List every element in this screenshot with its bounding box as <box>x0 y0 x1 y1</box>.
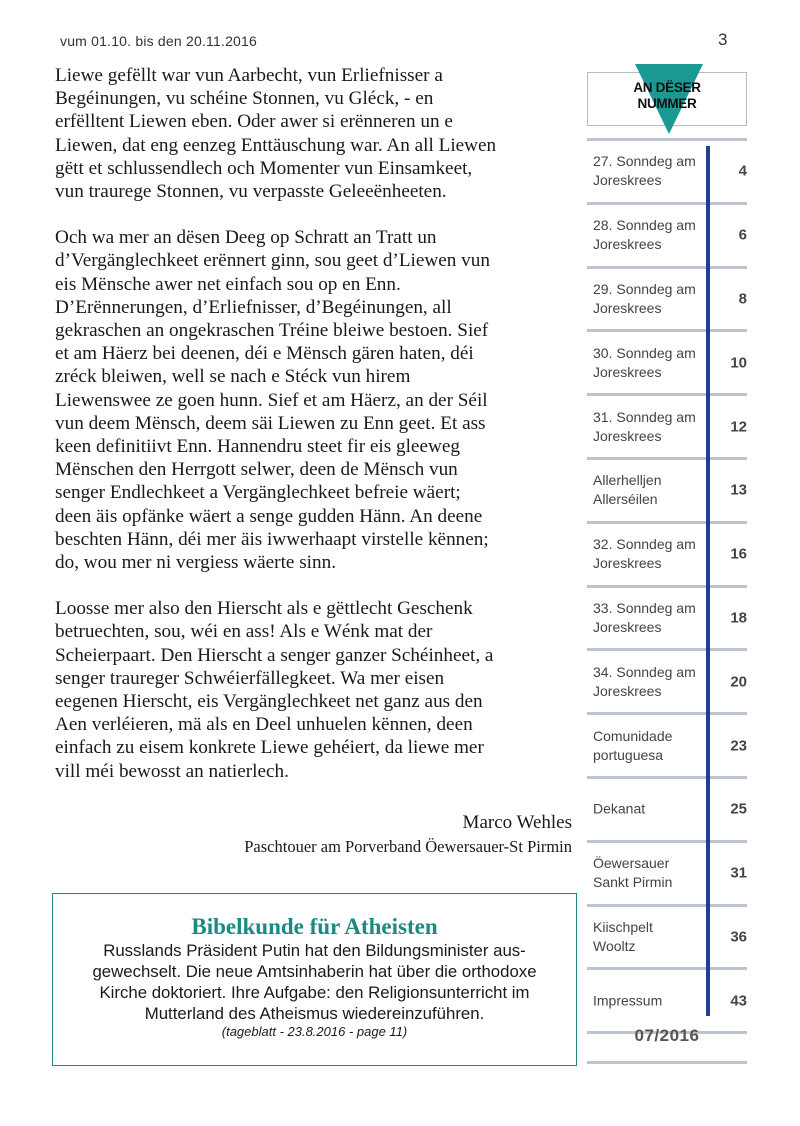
toc-item-label-line: 27. Sonndeg am <box>593 153 696 170</box>
article-line: vill méi bewosst an natierlech. <box>55 760 289 782</box>
article-line: Begéinungen, vu schéine Stonnen, vu Gléck, - en <box>55 88 434 110</box>
article-line: d’Vergänglechkeet erënnert ginn, sou geet d’Liewen vun <box>55 250 490 272</box>
toc-item-label-line: 34. Sonndeg am <box>593 663 696 680</box>
issue-divider <box>587 1061 747 1064</box>
toc-header <box>587 72 747 126</box>
toc-item[interactable] <box>587 269 747 333</box>
author-role: Paschtouer am Porverband Öewersauer-St Pirmin <box>244 837 572 856</box>
toc-item[interactable] <box>587 907 747 971</box>
infobox-line: Kirche doktoriert. Ihre Aufgabe: den Religionsunterricht im <box>99 983 530 1002</box>
toc-item-label <box>593 408 705 446</box>
toc-item-label <box>593 471 705 509</box>
toc-item[interactable] <box>587 970 747 1034</box>
page-number: 3 <box>718 30 728 49</box>
issue-number: 07/2016 <box>634 1026 700 1045</box>
toc-vertical-bar <box>706 146 710 1016</box>
toc-item-label-line: Joreskrees <box>593 363 662 380</box>
header-date-range: vum 01.10. bis den 20.11.2016 <box>60 33 258 49</box>
signature <box>244 811 572 859</box>
toc-item-label-line: Joreskrees <box>593 555 662 572</box>
toc-item-label <box>593 918 705 956</box>
infobox-source: (tageblatt - 23.8.2016 - page 11) <box>221 1024 408 1039</box>
article-line: Liewenswee ze goen hunn. Sief et am Häerz, an der Séil <box>55 389 488 411</box>
toc-item-page: 36 <box>730 928 747 946</box>
infobox-line: Mutterland des Atheismus wiedereinzuführen. <box>144 1004 485 1023</box>
article-line: et am Häerz bei deenen, déi e Mënsch gären haten, déi <box>55 343 474 365</box>
toc-header-line: AN DËSER <box>633 80 701 95</box>
article-line: Mënschen den Herrgott selwer, deen de Mënsch vun <box>55 459 458 481</box>
toc-item-page: 25 <box>730 800 747 818</box>
article-line: vun traurege Stonnen, vu verpasste Geleeënheeten. <box>55 181 447 203</box>
toc-item-page: 4 <box>738 162 747 180</box>
article-line: vun deem Mënsch, deem säi Liewen zu Enn geet. Et ass <box>55 412 486 434</box>
toc-item-label-line: Joreskrees <box>593 682 662 699</box>
toc-item-page: 23 <box>730 737 747 755</box>
toc-item[interactable] <box>587 843 747 907</box>
article-line: beschten Hänn, déi mer äis iwwerhaapt virstelle kënnen; <box>55 528 489 550</box>
toc-list <box>587 141 747 1034</box>
toc-item-label <box>593 663 705 701</box>
article-line: senger Endlechkeet a Vergänglechkeet befreie wäert; <box>55 482 461 504</box>
toc-item-label <box>593 800 705 819</box>
article-line: erfëlltent Liewen eben. Oder awer si erënneren un e <box>55 111 453 133</box>
toc-item-label-line: 29. Sonndeg am <box>593 280 696 297</box>
toc-item[interactable] <box>587 715 747 779</box>
toc-item-page: 31 <box>730 864 747 882</box>
toc-item[interactable] <box>587 524 747 588</box>
article-line: betruechten, sou, wéi en ass! Als e Wénk mat der <box>55 621 433 643</box>
toc-item-page: 20 <box>730 673 747 691</box>
toc-item-label-line: Impressum <box>593 992 663 1009</box>
toc-item-label <box>593 280 705 318</box>
toc-item-label <box>593 344 705 382</box>
toc-item[interactable] <box>587 460 747 524</box>
article-line: senger traureger Schwéierfällegkeet. Wa mer eisen <box>55 667 445 689</box>
toc-item-label <box>593 854 705 892</box>
toc-item[interactable] <box>587 332 747 396</box>
toc-item[interactable] <box>587 396 747 460</box>
toc-item-label-line: 33. Sonndeg am <box>593 599 696 616</box>
article-line: zréck bleiwen, well se nach e Stéck vun hirem <box>55 366 411 388</box>
toc-item[interactable] <box>587 651 747 715</box>
toc-item-label-line: Kiischpelt <box>593 918 653 935</box>
toc-item-label-line: Allerséilen <box>593 491 658 508</box>
toc-item-page: 43 <box>730 992 747 1010</box>
toc-header-line: NUMMER <box>637 96 697 111</box>
toc-item-label-line: Sankt Pirmin <box>593 874 673 891</box>
toc-item-label-line: Joreskrees <box>593 299 662 316</box>
article-line: Liewen, dat eng eenzeg Enttäuschung war. An all Liewen <box>55 134 497 156</box>
infobox-line: Russlands Präsident Putin hat den Bildungsminister aus- <box>103 941 526 960</box>
toc-item-label <box>593 599 705 637</box>
toc-item-label-line: Allerhelljen <box>593 472 662 489</box>
toc-item-label <box>593 216 705 254</box>
toc-item-label-line: portuguesa <box>593 746 664 763</box>
toc-item-label-line: Joreskrees <box>593 427 662 444</box>
article-line: Aen verléieren, mä als en Deel unhuelen kënnen, deen <box>55 714 473 736</box>
toc-item-page: 16 <box>730 545 747 563</box>
toc-item-label-line: Dekanat <box>593 800 646 817</box>
article-paragraph <box>55 64 575 203</box>
toc-item[interactable] <box>587 588 747 652</box>
toc-item-page: 18 <box>730 609 747 627</box>
toc-item-label-line: 31. Sonndeg am <box>593 408 696 425</box>
toc-item-label-line: 30. Sonndeg am <box>593 344 696 361</box>
article-line: eegenen Hierscht, eis Vergänglechkeet net ganz aus den <box>55 691 483 713</box>
toc-item[interactable] <box>587 779 747 843</box>
toc-item-label-line: 28. Sonndeg am <box>593 217 696 234</box>
toc-item-label <box>593 535 705 573</box>
article-line: D’Erënnerungen, d’Erliefnisser, d’Begéinungen, all <box>55 296 452 318</box>
toc-item[interactable] <box>587 141 747 205</box>
article-line: keen definitiivt Enn. Hannendru steet fir eis gleeweg <box>55 436 460 458</box>
toc-item-page: 8 <box>738 290 747 308</box>
toc-item[interactable] <box>587 205 747 269</box>
article-line: gekraschen an ongekraschen Tréine bleiwe bestoen. Sief <box>55 320 489 342</box>
article-line: do, wou mer ni vergiess wäerte sinn. <box>55 552 337 574</box>
article-line: einfach zu eisem konkrete Liewe gehéiert, da liewe mer <box>55 737 484 759</box>
toc-item-label-line: 32. Sonndeg am <box>593 536 696 553</box>
toc-item-label-line: Wooltz <box>593 937 636 954</box>
toc-item-label-line: Joreskrees <box>593 172 662 189</box>
article-line: gëtt et schlussendlech och Momenter vun Einsamkeet, <box>55 157 473 179</box>
article-line: Scheierpaart. Den Hierscht a senger ganzer Schéinheet, a <box>55 644 494 666</box>
toc-item-page: 12 <box>730 418 747 436</box>
article-paragraph <box>55 226 575 574</box>
toc-item-label-line: Comunidade <box>593 727 673 744</box>
article-line: eis Mënsche awer net einfach sou op en Enn. <box>55 273 401 295</box>
toc-item-page: 10 <box>730 354 747 372</box>
article-line: Och wa mer an dësen Deeg op Schratt an Tratt un <box>55 227 437 249</box>
infobox-title: Bibelkunde für Atheisten <box>191 914 438 939</box>
article-body <box>55 64 575 806</box>
article-line: Liewe gefëllt war vun Aarbecht, vun Erliefnisser a <box>55 65 443 86</box>
toc-item-label <box>593 152 705 190</box>
infobox-line: gewechselt. Die neue Amtsinhaberin hat über die orthodoxe <box>92 962 537 981</box>
toc-item-label-line: Öewersauer <box>593 855 670 872</box>
article-paragraph <box>55 597 575 783</box>
toc-item-page: 6 <box>738 226 747 244</box>
article-line: Loosse mer also den Hierscht als e gëttlecht Geschenk <box>55 598 473 620</box>
toc-header-title <box>588 80 746 112</box>
toc-item-page: 13 <box>730 481 747 499</box>
toc-item-label-line: Joreskrees <box>593 236 662 253</box>
toc-item-label <box>593 727 705 765</box>
toc-item-label <box>593 991 705 1010</box>
author-name: Marco Wehles <box>462 812 572 833</box>
infobox <box>52 893 577 1066</box>
article-line: deen äis opfänke wäert a senge gudden Hänn. An deene <box>55 505 483 527</box>
toc-item-label-line: Joreskrees <box>593 618 662 635</box>
